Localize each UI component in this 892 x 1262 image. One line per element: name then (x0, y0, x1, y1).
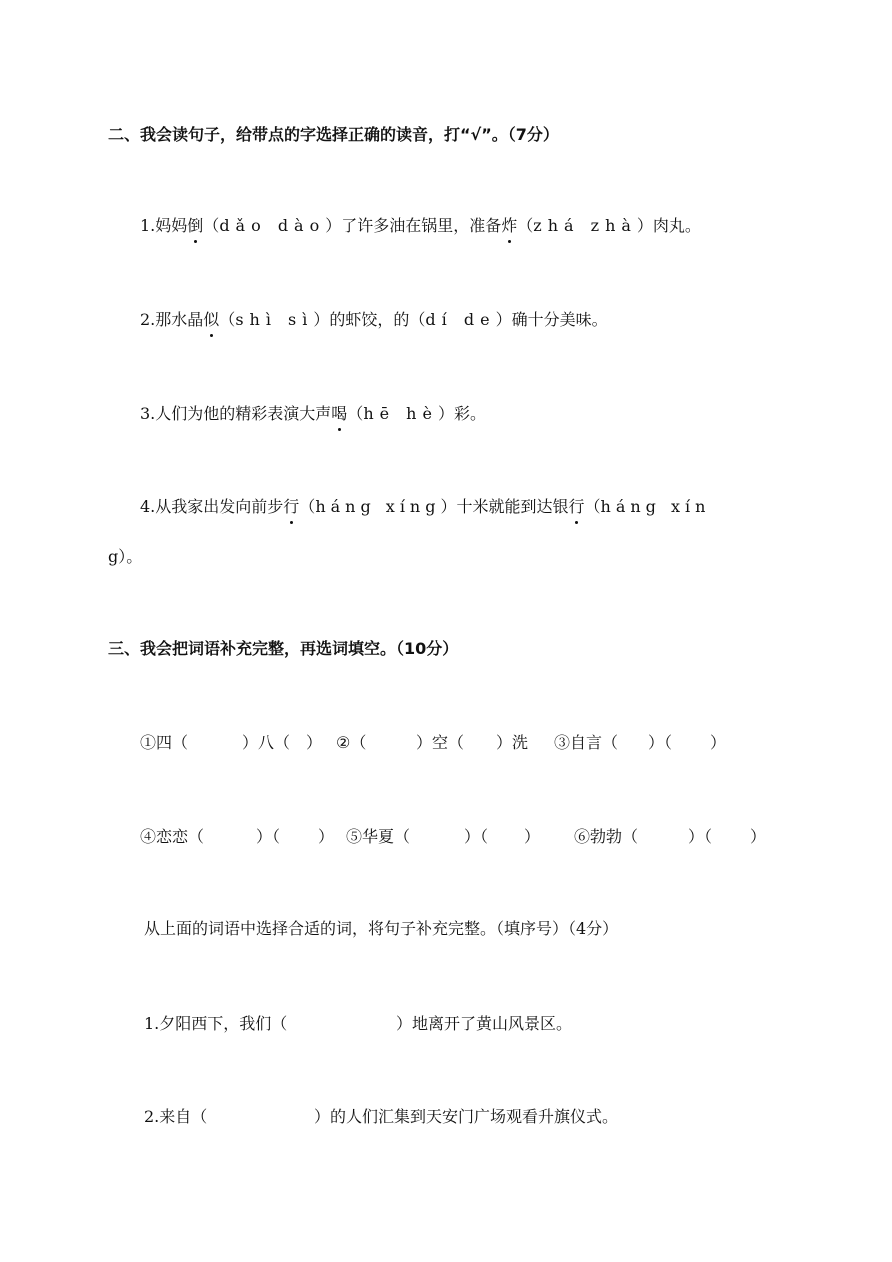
pinyin-options: háng xíng (315, 497, 441, 516)
sentence-2: 2.那水晶似（shì sì）的虾饺，的（dí de）确十分美味。 (140, 310, 608, 329)
pinyin-options: dí de (425, 310, 496, 329)
pinyin-options: dǎo dào (219, 216, 326, 235)
pinyin-options: zhá zhà (533, 216, 637, 235)
section-2-heading: 二、我会读句子，给带点的字选择正确的读音，打“√”。（7分） (108, 125, 559, 144)
dotted-char: 似 (203, 310, 220, 329)
sentence-3: 3.人们为他的精彩表演大声喝（hē hè）彩。 (140, 404, 486, 423)
pinyin-options: hē hè (363, 404, 438, 423)
dotted-char: 行 (568, 497, 585, 516)
fill-instruction: 从上面的词语中选择合适的词，将句子补充完整。（填序号）（4分） (144, 919, 619, 938)
fill-question-2: 2.来自（ ）的人们汇集到天安门广场观看升旗仪式。 (144, 1107, 619, 1126)
dotted-char: 行 (283, 497, 300, 516)
pinyin-options: shì sì (235, 310, 314, 329)
dotted-char: 倒 (187, 216, 204, 235)
sentence-4: 4.从我家出发向前步行（háng xíng）十米就能到达银行（háng xín (140, 497, 711, 516)
fill-question-1: 1.夕阳西下，我们（ ）地离开了黄山风景区。 (144, 1014, 573, 1033)
section-3-heading: 三、我会把词语补充完整，再选词填空。（10分） (108, 639, 459, 658)
word-row-2: ④恋恋（ ）（ ） ⑤华夏（ ）（ ） ⑥勃勃（ ）（ ） (140, 827, 767, 846)
word-row-1: ①四（ ）八（ ） ②（ ）空（ ）洗 ③自言（ ）（ ） (140, 733, 727, 752)
dotted-char: 喝 (331, 404, 348, 423)
sentence-1: 1.妈妈倒（dǎo dào）了许多油在锅里，准备炸（zhá zhà）肉丸。 (140, 216, 701, 235)
dotted-char: 炸 (501, 216, 518, 235)
sentence-4-wrap: g）。 (108, 547, 143, 566)
pinyin-options: háng xín (600, 497, 711, 516)
